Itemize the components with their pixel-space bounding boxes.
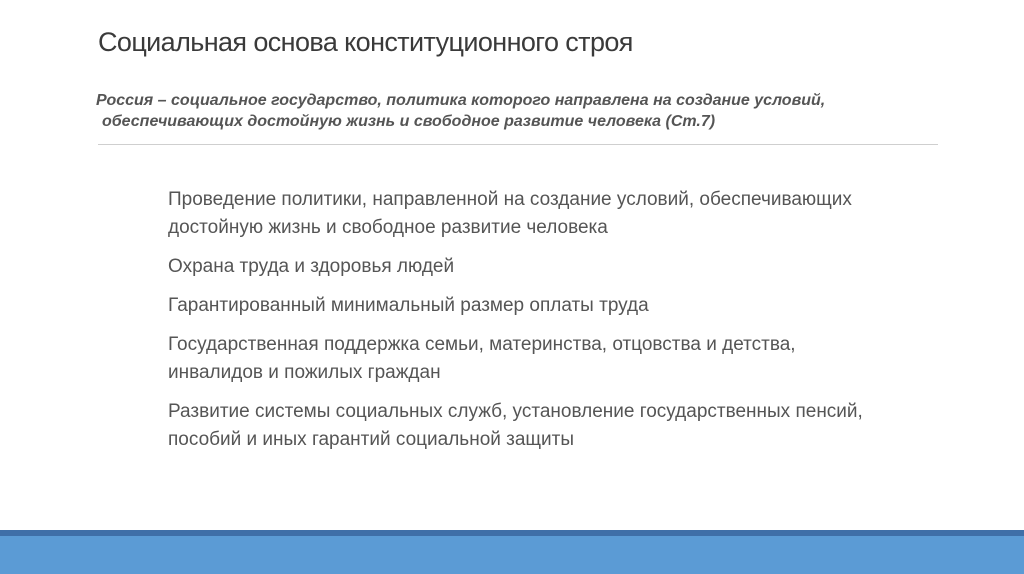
bullet-list [168,186,888,465]
list-item: Охрана труда и здоровья людей [168,256,455,277]
slide-subtitle [96,90,956,132]
list-item: Гарантированный минимальный размер оплаты труда [168,295,649,316]
subtitle-line-2: обеспечивающих достойную жизнь и свободное развитие человека (Ст.7) [102,113,716,130]
list-item: Развитие системы социальных служб, установление государственных пенсий, пособий и иных гарантий социальной защиты [168,401,863,450]
subtitle-line-1: Россия – социальное государство, политика которого направлена на создание условий, [96,92,826,109]
footer-band [0,536,1024,574]
list-item: Проведение политики, направленной на создание условий, обеспечивающих достойную жизнь и свободное развитие человека [168,189,852,238]
slide-title: Социальная основа конституционного строя [98,27,633,57]
list-item: Государственная поддержка семьи, материнства, отцовства и детства, инвалидов и пожилых граждан [168,334,796,383]
divider-line [98,144,938,145]
